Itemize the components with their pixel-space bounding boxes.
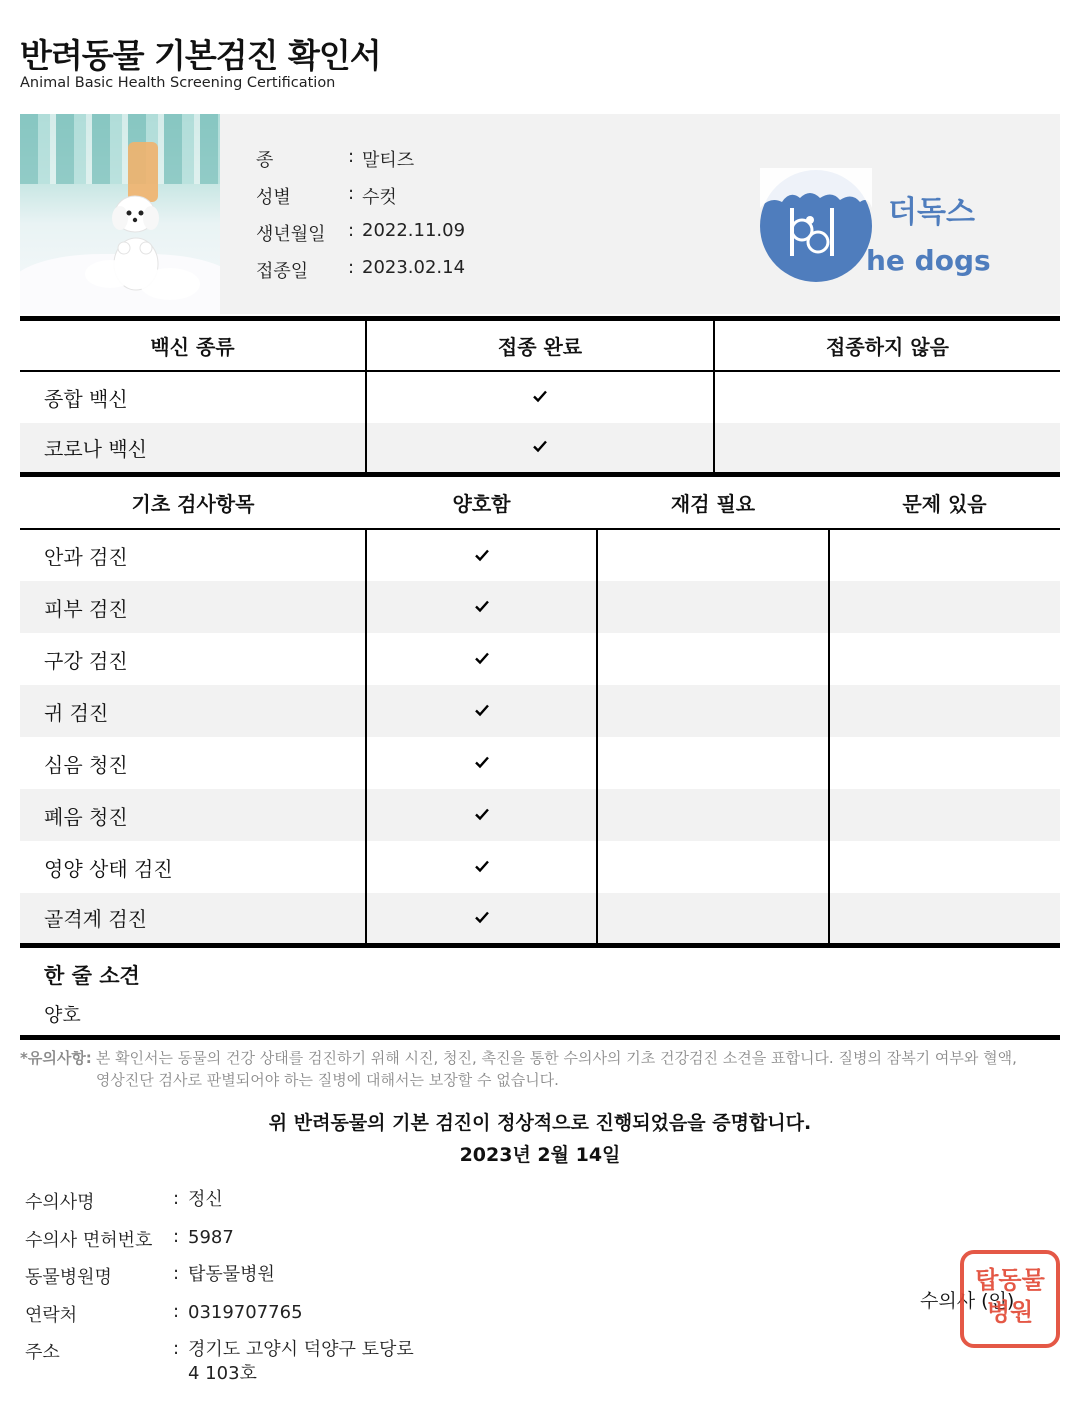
exam-header-recheck: 재검 필요 <box>670 492 756 516</box>
check-icon <box>474 598 490 614</box>
exam-name: 안과 검진 <box>44 545 128 569</box>
exam-table <box>20 477 1060 948</box>
opinion-value: 양호 <box>44 1004 81 1026</box>
exam-header-item: 기초 검사항목 <box>131 492 255 516</box>
hospital-stamp: 탑동물 병원 <box>960 1250 1060 1348</box>
vaccine-completed-cell <box>366 423 714 475</box>
check-icon <box>474 650 490 666</box>
exam-recheck-cell <box>597 685 829 737</box>
pet-field-species: 종 : 말티즈 <box>256 146 415 171</box>
exam-good-cell <box>366 581 597 633</box>
exam-good-cell <box>366 841 597 893</box>
table-row <box>20 371 1060 423</box>
vet-signature-label: 수의사 (인) <box>920 1290 1015 1312</box>
exam-problem-cell <box>829 685 1060 737</box>
pet-field-birthdate: 생년월일 : 2022.11.09 <box>256 220 466 245</box>
exam-problem-cell <box>829 581 1060 633</box>
table-row <box>20 529 1060 581</box>
exam-problem-cell <box>829 529 1060 581</box>
vet-info <box>25 1188 414 1386</box>
table-row <box>20 789 1060 841</box>
table-row <box>20 423 1060 475</box>
pet-photo <box>20 114 220 314</box>
vaccine-not-given-cell <box>714 423 1060 475</box>
vaccine-not-given-cell <box>714 371 1060 423</box>
exam-name: 귀 검진 <box>20 685 366 737</box>
vaccine-header-not-given: 접종하지 않음 <box>714 319 1060 371</box>
notice-text: 본 확인서는 동물의 건강 상태를 검진하기 위해 시진, 청진, 촉진을 통한 수의사의 기초 건강검진 소견을 표합니다. 질병의 잠복기 여부와 혈액, 영상진단 검사로 판별되어야 하는 질병에 대해서는 보장할 수 없습니다. <box>95 1049 1017 1089</box>
vaccine-table <box>20 316 1060 477</box>
opinion-section <box>20 946 1060 1040</box>
table-row <box>20 581 1060 633</box>
exam-name: 폐음 청진 <box>20 789 366 841</box>
exam-recheck-cell <box>597 633 829 685</box>
notice-label: *유의사항: <box>20 1049 92 1067</box>
exam-name: 골격계 검진 <box>20 893 366 945</box>
exam-recheck-cell <box>597 841 829 893</box>
exam-recheck-cell <box>597 581 829 633</box>
exam-recheck-cell <box>597 789 829 841</box>
notice <box>20 1047 1020 1091</box>
exam-good-cell <box>366 893 597 945</box>
logo-korean-text: 더독스 <box>888 195 975 230</box>
exam-name: 심음 청진 <box>44 752 128 777</box>
exam-problem-cell <box>829 737 1060 789</box>
table-row <box>20 737 1060 789</box>
vaccine-name: 코로나 백신 <box>20 423 366 475</box>
vet-field-phone: 연락처 : 0319707765 <box>25 1300 303 1326</box>
check-icon <box>474 909 490 925</box>
vaccine-name: 종합 백신 <box>44 386 128 411</box>
exam-problem-cell <box>829 789 1060 841</box>
check-icon <box>474 858 490 874</box>
exam-problem-cell <box>829 893 1060 945</box>
the-dogs-logo <box>760 168 1000 284</box>
check-icon <box>474 702 490 718</box>
exam-header-problem: 문제 있음 <box>902 492 987 516</box>
vaccine-header-type: 백신 종류 <box>150 334 235 359</box>
vaccine-completed-cell <box>366 371 714 423</box>
vet-field-hospital: 동물병원명 : 탑동물병원 <box>25 1263 275 1288</box>
opinion-heading: 한 줄 소견 <box>44 964 140 988</box>
exam-recheck-cell <box>597 737 829 789</box>
exam-good-cell <box>366 529 597 581</box>
check-icon <box>532 438 548 454</box>
exam-good-cell <box>366 737 597 789</box>
certificate-subtitle: Animal Basic Health Screening Certification <box>20 75 336 91</box>
check-icon <box>474 806 490 822</box>
check-icon <box>474 547 490 563</box>
vet-field-address: 주소 : 경기도 고양시 덕양구 토당로 4 103호 <box>25 1338 414 1384</box>
exam-recheck-cell <box>597 893 829 945</box>
table-row <box>20 893 1060 945</box>
exam-recheck-cell <box>597 529 829 581</box>
exam-problem-cell <box>829 841 1060 893</box>
pet-info-panel <box>20 114 1060 314</box>
exam-good-cell <box>366 685 597 737</box>
logo-english-text: he dogs <box>866 244 991 277</box>
vaccine-header-completed: 접종 완료 <box>366 319 714 371</box>
exam-name: 구강 검진 <box>44 648 128 673</box>
exam-name: 영양 상태 검진 <box>44 856 173 881</box>
table-row <box>20 841 1060 893</box>
check-icon <box>532 388 548 404</box>
pet-field-vaccination-date: 접종일 : 2023.02.14 <box>256 257 466 282</box>
check-icon <box>474 754 490 770</box>
certification-date: 2023년 2월 14일 <box>459 1144 621 1166</box>
vet-field-license: 수의사 면허번호 : 5987 <box>25 1225 234 1251</box>
pet-field-sex: 성별 : 수컷 <box>256 183 397 208</box>
exam-good-cell <box>366 789 597 841</box>
certificate-title: 반려동물 기본검진 확인서 <box>20 36 381 75</box>
table-row <box>20 685 1060 737</box>
exam-good-cell <box>366 633 597 685</box>
certification-statement: 위 반려동물의 기본 검진이 정상적으로 진행되었음을 증명합니다. <box>268 1112 812 1134</box>
table-row <box>20 633 1060 685</box>
exam-header-good: 양호함 <box>452 492 511 516</box>
exam-name: 피부 검진 <box>20 581 366 633</box>
vet-field-name: 수의사명 : 정신 <box>25 1188 223 1213</box>
exam-problem-cell <box>829 633 1060 685</box>
dog-illustration <box>20 114 220 314</box>
